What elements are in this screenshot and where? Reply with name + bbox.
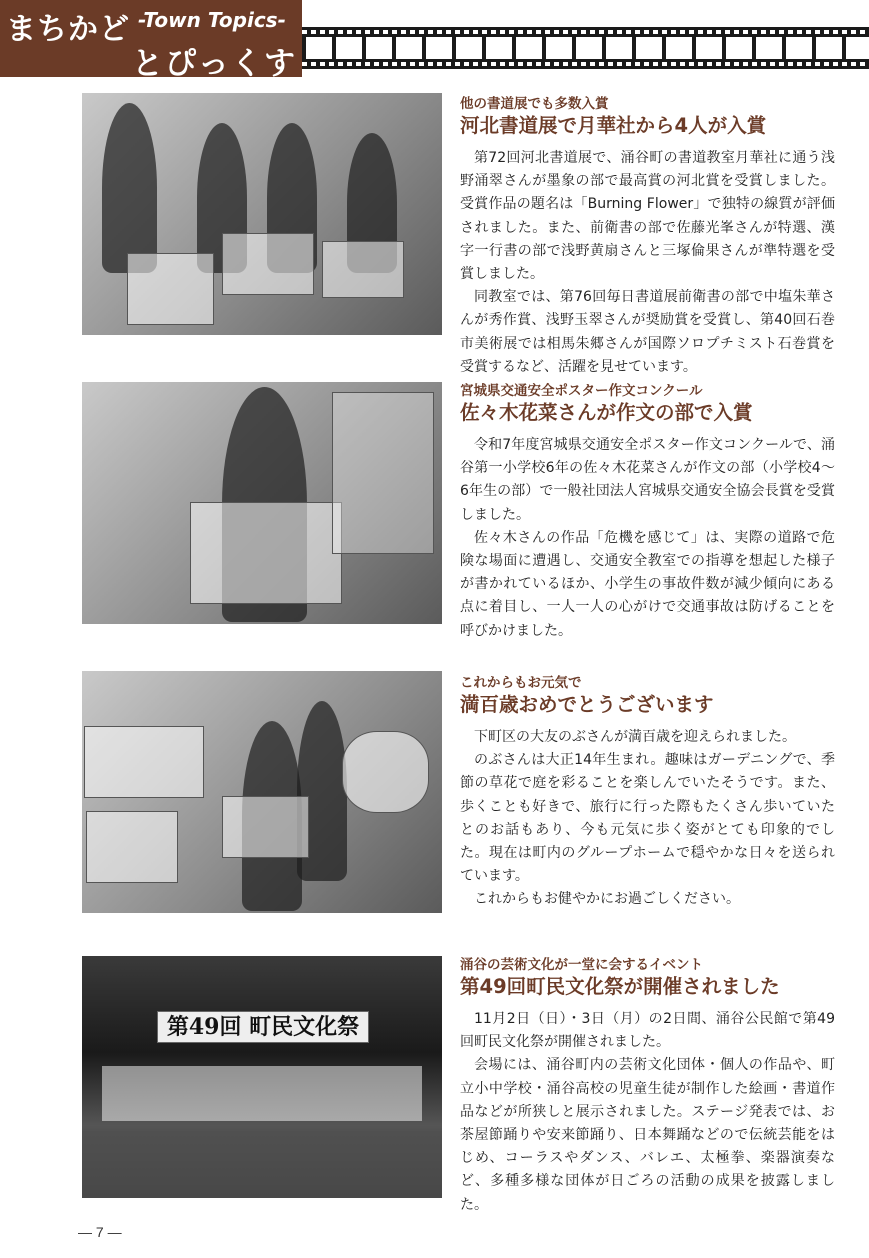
logo-title-line2: とぴっくす: [132, 46, 297, 82]
article-headline: 満百歳おめでとうございます: [460, 693, 714, 716]
article-traffic-safety: [460, 382, 835, 643]
article-paragraph: これからもお健やかにお過ごしください。: [474, 891, 740, 908]
article-headline: 河北書道展で月華社から4人が入賞: [460, 114, 767, 137]
article-body: [460, 1008, 835, 1217]
article-body: [460, 147, 835, 379]
article-paragraph: 11月2日（日）・3日（月）の2日間、涌谷公民館で第49回町民文化祭が開催されました。: [460, 1011, 835, 1051]
article-centenarian: [460, 674, 835, 912]
article-paragraph: のぶさんは大正14年生まれ。趣味はガーデニングで、季節の草花で庭を彩ることを楽しんでいたそうです。また、歩くことも好きで、旅行に行った際もたくさん歩いていたとのお話もあり、今も元気に歩く姿がとても印象的でした。現在は町内のグループホームで穏やかな日々を送られています。: [460, 752, 835, 885]
article-paragraph: 会場には、涌谷町内の芸術文化団体・個人の作品や、町立小中学校・涌谷高校の児童生徒が制作した絵画・書道作品などが所狭しと展示されました。ステージ発表では、お茶屋節踊りや安来節踊り、日本舞踊などので伝統芸能をはじめ、コーラスやダンス、バレエ、太極拳、楽器演奏など、多種多様な団体が日ごろの活動の成果を披露しました。: [460, 1057, 835, 1213]
article-body: [460, 434, 835, 643]
article-paragraph: 第72回河北書道展で、涌谷町の書道教室月華社に通う浅野涌翠さんが墨象の部で最高賞の河北賞を受賞しました。受賞作品の題名は「Burning Flower」で独特の線質が評価されました。また、前衛書の部で佐藤光峯さんが特選、漢字一行書の部で浅野黄扇さんと三塚倫果さんが準特選を受賞しました。: [460, 150, 835, 283]
article-headline: 第49回町民文化祭が開催されました: [460, 975, 780, 998]
article-kicker: 他の書道展でも多数入賞: [460, 96, 609, 112]
calligraphy-award-photo: [82, 93, 442, 335]
article-paragraph: 同教室では、第76回毎日書道展前衛書の部で中塩朱華さんが秀作賞、浅野玉翠さんが奨励賞を受賞し、第40回石巻市美術展では相馬朱郷さんが国際ソロプチミスト石巻賞を受賞するなど、活躍を見せています。: [460, 289, 835, 375]
article-kicker: これからもお元気で: [460, 675, 582, 691]
traffic-safety-award-photo: [82, 382, 442, 624]
article-paragraph: 佐々木さんの作品「危機を感じて」は、実際の道路で危険な場面に遭遇し、交通安全教室での指導を想起した様子が書かれているほか、小学生の事故件数が減少傾向にある点に着目し、一人一人の心がけで交通事故は防げることを呼びかけました。: [460, 529, 835, 639]
article-body: [460, 726, 835, 912]
article-culture-festival: [460, 956, 835, 1217]
article-paragraph: 令和7年度宮城県交通安全ポスター作文コンクールで、涌谷第一小学校6年の佐々木花菜さんが作文の部（小学校4〜6年生の部）で一般社団法人宮城県交通安全協会長賞を受賞しました。: [460, 437, 835, 523]
logo-title-english: -Town Topics-: [138, 8, 286, 32]
article-kicker: 宮城県交通安全ポスター作文コンクール: [460, 383, 703, 399]
article-paragraph: 下町区の大友のぶさんが満百歳を迎えられました。: [474, 729, 796, 745]
article-headline: 佐々木花菜さんが作文の部で入賞: [460, 401, 753, 424]
article-calligraphy: [460, 95, 835, 379]
culture-festival-photo: [82, 956, 442, 1198]
article-kicker: 涌谷の芸術文化が一堂に会するイベント: [460, 957, 703, 973]
festival-stage-banner: 第49回 町民文化祭: [157, 1011, 369, 1043]
film-strip-decoration: [302, 27, 869, 69]
centenarian-photo: [82, 671, 442, 913]
page-number: — 7 —: [78, 1224, 122, 1240]
logo-title-line1: まちかど: [6, 12, 130, 47]
corner-logo: [0, 0, 302, 82]
